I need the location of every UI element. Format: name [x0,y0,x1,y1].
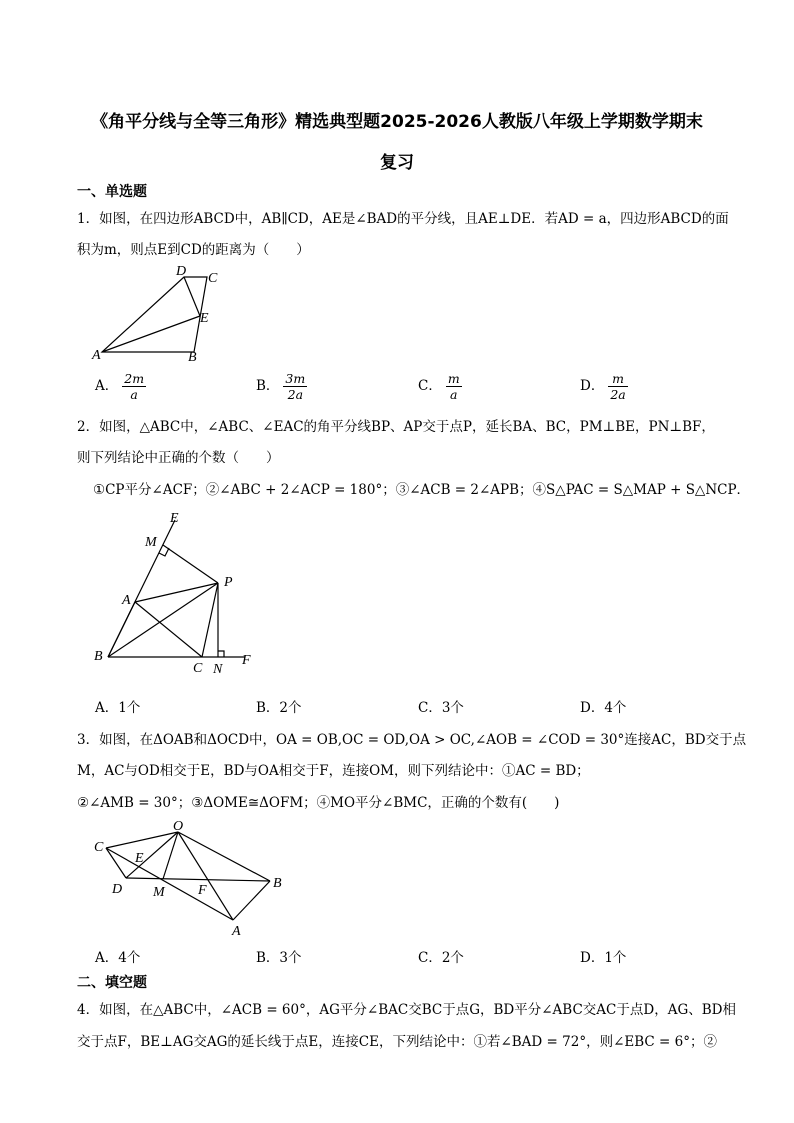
q2-stem-line1: 2．如图，△ABC中，∠ABC、∠EAC的角平分线BP、AP交于点P，延长BA、BC，PM⊥BE，PN⊥BF， [77,419,715,435]
q2-option-c[interactable]: C．3个 [418,700,464,716]
q2-option-b[interactable]: B．2个 [256,700,302,716]
doc-title-line1: 《角平分线与全等三角形》精选典型题2025-2026人教版八年级上学期数学期末 [91,112,703,132]
q2-label-C: C [193,661,203,676]
q2-label-A: A [122,593,131,608]
q3-option-a[interactable]: A．4个 [95,950,141,966]
q2-option-a[interactable]: A．1个 [95,700,141,716]
q1-label-E: E [200,311,209,326]
q3-label-O: O [173,819,184,834]
q1-option-c[interactable]: C． $\frac{m}{a}$ [418,371,460,402]
q4-stem-line2: 交于点F，BE⊥AG交AG的延长线于点E，连接CE，下列结论中：①若∠BAD = 72°，则∠EBC = 6°；② [77,1034,717,1050]
doc-title-line2: 复习 [380,153,414,173]
section-heading-single-choice: 一、单选题 [77,184,147,200]
q1-label-D: D [176,264,187,279]
q3-label-A: A [232,924,241,939]
q2-label-N: N [213,662,223,677]
q2-figure [90,510,270,680]
q3-label-E: E [135,851,144,866]
q2-label-E: E [170,511,179,526]
q1-stem-line2: 积为m，则点E到CD的距离为（ ） [77,242,310,258]
q3-stem-line1: 3．如图，在ΔOAB和ΔOCD中，OA = OB,OC = OD,OA > OC,∠AOB = ∠COD = 30°连接AC，BD交于点 [77,732,747,748]
q2-statements: ①CP平分∠ACF；②∠ABC + 2∠ACP = 180°；③∠ACB = 2∠APB；④S△PAC = S△MAP + S△NCP． [93,482,751,498]
q1-figure [90,262,230,372]
q3-option-d[interactable]: D．1个 [580,950,627,966]
q2-label-B: B [94,649,103,664]
section-heading-fill-blank: 二、填空题 [77,975,147,991]
q1-label-A: A [92,348,101,363]
q2-stem-line2: 则下列结论中正确的个数（ ） [77,450,280,466]
q1-label-B: B [188,350,197,365]
q1-stem-line1: 1．如图，在四边形ABCD中，AB∥CD，AE是∠BAD的平分线，且AE⊥DE．若AD = a，四边形ABCD的面 [77,211,729,227]
q3-option-c[interactable]: C．2个 [418,950,464,966]
q1-option-d[interactable]: D． $\frac{m}{2a}$ [580,371,626,402]
q3-figure [90,818,300,938]
q3-label-C: C [94,840,104,855]
q3-option-b[interactable]: B．3个 [256,950,302,966]
q4-stem-line1: 4．如图，在△ABC中，∠ACB = 60°，AG平分∠BAC交BC于点G，BD平分∠ABC交AC于点D，AG、BD相 [77,1002,736,1018]
q3-label-M: M [153,885,165,900]
q3-label-B: B [273,876,282,891]
q2-label-P: P [224,575,233,590]
q2-option-d[interactable]: D．4个 [580,700,627,716]
q2-label-F: F [242,653,251,668]
q3-stem-line3: ②∠AMB = 30°；③ΔOME≅ΔOFM；④MO平分∠BMC，正确的个数有( ) [77,795,560,811]
q1-option-b[interactable]: B． $\frac{3m}{2a}$ [256,371,306,402]
q3-stem-line2: M，AC与OD相交于E，BD与OA相交于F，连接OM，则下列结论中：①AC = BD； [77,763,590,779]
q3-label-F: F [198,883,207,898]
q1-label-C: C [208,271,218,286]
q1-option-a[interactable]: A． $\frac{2m}{a}$ [95,371,145,402]
q3-label-D: D [112,882,123,897]
q2-label-M: M [145,535,157,550]
